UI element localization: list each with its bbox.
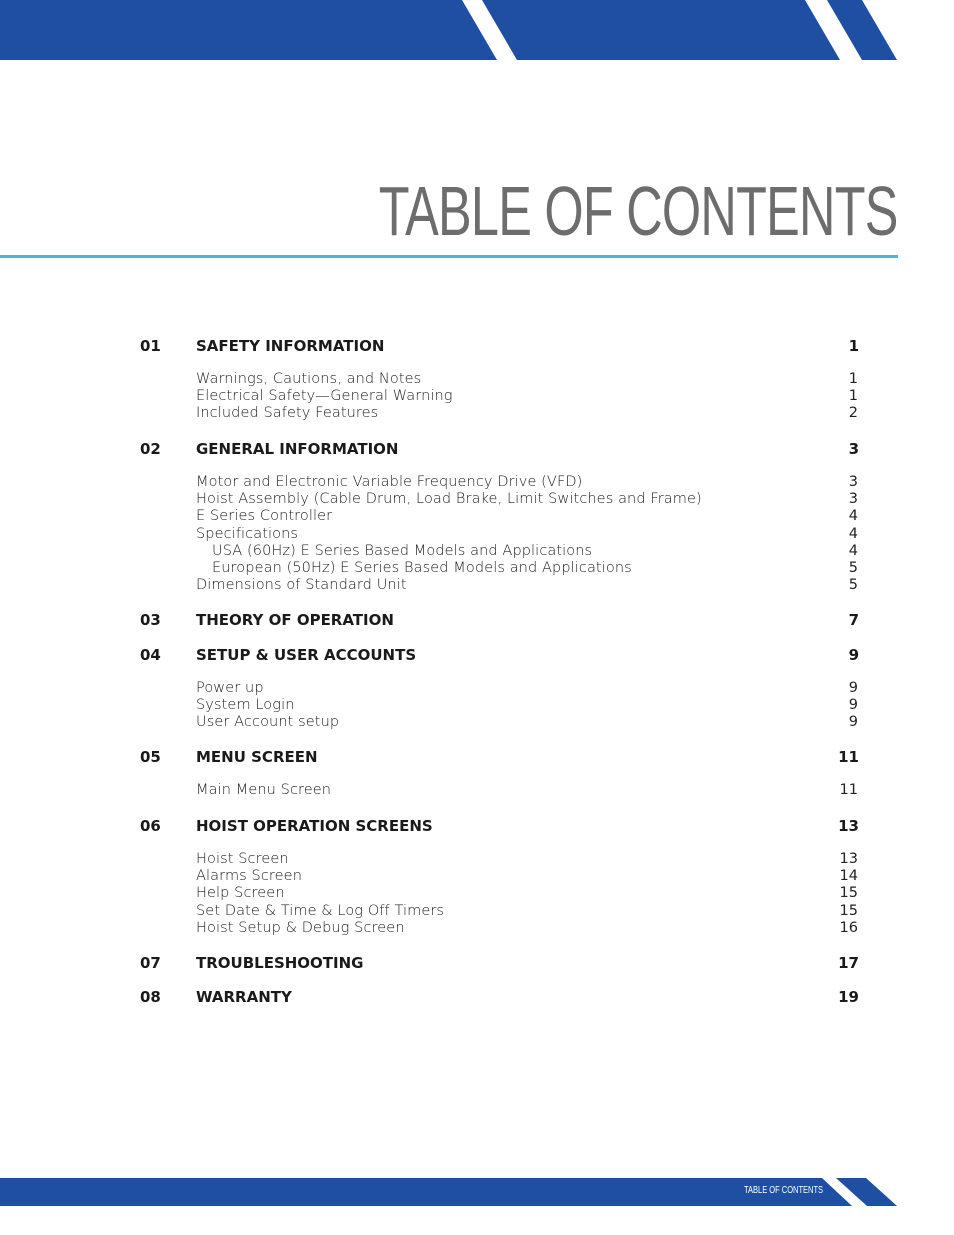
toc-entry[interactable] — [0, 371, 954, 389]
toc-section-number: 03 — [140, 611, 161, 629]
toc-section-number: 05 — [140, 748, 161, 766]
toc-section-page: 19 — [838, 988, 859, 1006]
toc-entry-title: Specifications — [196, 525, 299, 542]
toc-entry-title: Dimensions of Standard Unit — [196, 577, 407, 594]
toc-entry-title: European (50Hz) E Series Based Models and Applications — [212, 560, 632, 576]
toc-section-number: 04 — [140, 646, 161, 664]
toc-entry-page: 9 — [848, 697, 858, 714]
toc-entry-title: Power up — [196, 680, 264, 696]
toc-section-07[interactable] — [0, 954, 954, 972]
toc-entry-page: 3 — [848, 474, 858, 490]
toc-entry-page: 11 — [839, 782, 858, 798]
toc-entry[interactable] — [0, 577, 954, 595]
toc-entry-page: 15 — [839, 902, 858, 919]
toc-section-number: 06 — [140, 817, 161, 835]
toc-section-page: 1 — [848, 337, 859, 355]
toc-entry-title: USA (60Hz) E Series Based Models and Applications — [212, 542, 593, 559]
toc-section-02[interactable] — [0, 440, 954, 458]
toc-entry-title: Main Menu Screen — [196, 782, 332, 798]
toc-section-title: HOIST OPERATION SCREENS — [196, 817, 433, 835]
toc-section-04[interactable] — [0, 646, 954, 664]
toc-section-03[interactable] — [0, 611, 954, 629]
toc-entry[interactable] — [0, 782, 954, 800]
toc-entry-title: Warnings, Cautions, and Notes — [196, 371, 422, 387]
toc-section-title: TROUBLESHOOTING — [196, 954, 364, 972]
toc-entry[interactable] — [0, 543, 954, 561]
toc-entry-title: System Login — [196, 697, 295, 714]
toc-entry-page: 4 — [848, 525, 858, 542]
toc-section-title: SAFETY INFORMATION — [196, 337, 385, 355]
toc-entry-title: Set Date & Time & Log Off Timers — [196, 902, 445, 919]
toc-section-number: 01 — [140, 337, 161, 355]
toc-section-page: 9 — [848, 646, 859, 664]
toc-entry[interactable] — [0, 388, 954, 406]
toc-entry-page: 14 — [839, 868, 858, 885]
toc-entry-title: Alarms Screen — [196, 868, 302, 885]
toc-entry[interactable] — [0, 508, 954, 526]
toc-entry-page: 9 — [848, 680, 858, 696]
toc-section-number: 08 — [140, 988, 161, 1006]
toc-entry[interactable] — [0, 474, 954, 492]
toc-section-title: THEORY OF OPERATION — [196, 611, 394, 629]
toc-entry[interactable] — [0, 714, 954, 732]
toc-entry-title: E Series Controller — [196, 508, 333, 525]
toc-section-page: 13 — [838, 817, 859, 835]
toc-entry-title: Hoist Setup & Debug Screen — [196, 919, 405, 936]
toc-section-01[interactable] — [0, 337, 954, 355]
toc-section-08[interactable] — [0, 988, 954, 1006]
toc-entry-title: Electrical Safety—General Warning — [196, 388, 453, 405]
toc-entry-title: User Account setup — [196, 714, 340, 731]
toc-entry[interactable] — [0, 491, 954, 509]
toc-entry[interactable] — [0, 680, 954, 698]
page-title: TABLE OF CONTENTS — [379, 172, 898, 250]
toc-entry[interactable] — [0, 851, 954, 869]
toc-entry-page: 2 — [848, 405, 858, 422]
toc-entry-page: 9 — [848, 714, 858, 731]
toc-section-title: MENU SCREEN — [196, 748, 318, 766]
toc-entry[interactable] — [0, 868, 954, 886]
toc-entry[interactable] — [0, 526, 954, 544]
toc-entry-title: Motor and Electronic Variable Frequency Drive (VFD) — [196, 474, 583, 490]
toc-entry-page: 16 — [839, 919, 858, 936]
toc-entry[interactable] — [0, 920, 954, 938]
toc-entry-title: Help Screen — [196, 885, 285, 902]
toc-entry-page: 15 — [839, 885, 858, 902]
toc-entry[interactable] — [0, 903, 954, 921]
toc-section-05[interactable] — [0, 748, 954, 766]
toc-entry-page: 3 — [848, 491, 858, 508]
toc-entry-page: 1 — [848, 388, 858, 405]
toc-section-06[interactable] — [0, 817, 954, 835]
toc-section-title: SETUP & USER ACCOUNTS — [196, 646, 417, 664]
toc-entry-page: 1 — [848, 371, 858, 387]
toc-entry[interactable] — [0, 405, 954, 423]
toc-entry[interactable] — [0, 697, 954, 715]
footer-section-label: TABLE OF CONTENTS — [744, 1185, 824, 1196]
toc-section-title: GENERAL INFORMATION — [196, 440, 399, 458]
toc-entry-title: Hoist Screen — [196, 851, 289, 867]
toc-section-number: 07 — [140, 954, 161, 972]
toc-entry-title: Included Safety Features — [196, 405, 379, 422]
toc-section-number: 02 — [140, 440, 161, 458]
toc-entry-title: Hoist Assembly (Cable Drum, Load Brake, Limit Switches and Frame) — [196, 491, 702, 508]
toc-entry[interactable] — [0, 560, 954, 578]
toc-entry-page: 5 — [848, 560, 858, 576]
footer-page-number: i — [860, 1184, 863, 1195]
footer-bar-main — [0, 1178, 852, 1206]
toc-section-page: 11 — [838, 748, 859, 766]
toc-section-title: WARRANTY — [196, 988, 292, 1006]
toc-entry-page: 4 — [848, 508, 858, 525]
toc-entry[interactable] — [0, 885, 954, 903]
toc-section-page: 17 — [838, 954, 859, 972]
toc-section-page: 3 — [848, 440, 859, 458]
toc-entry-page: 13 — [839, 851, 858, 867]
toc-section-page: 7 — [848, 611, 859, 629]
toc-entry-page: 4 — [848, 542, 858, 559]
toc-entry-page: 5 — [848, 577, 858, 594]
